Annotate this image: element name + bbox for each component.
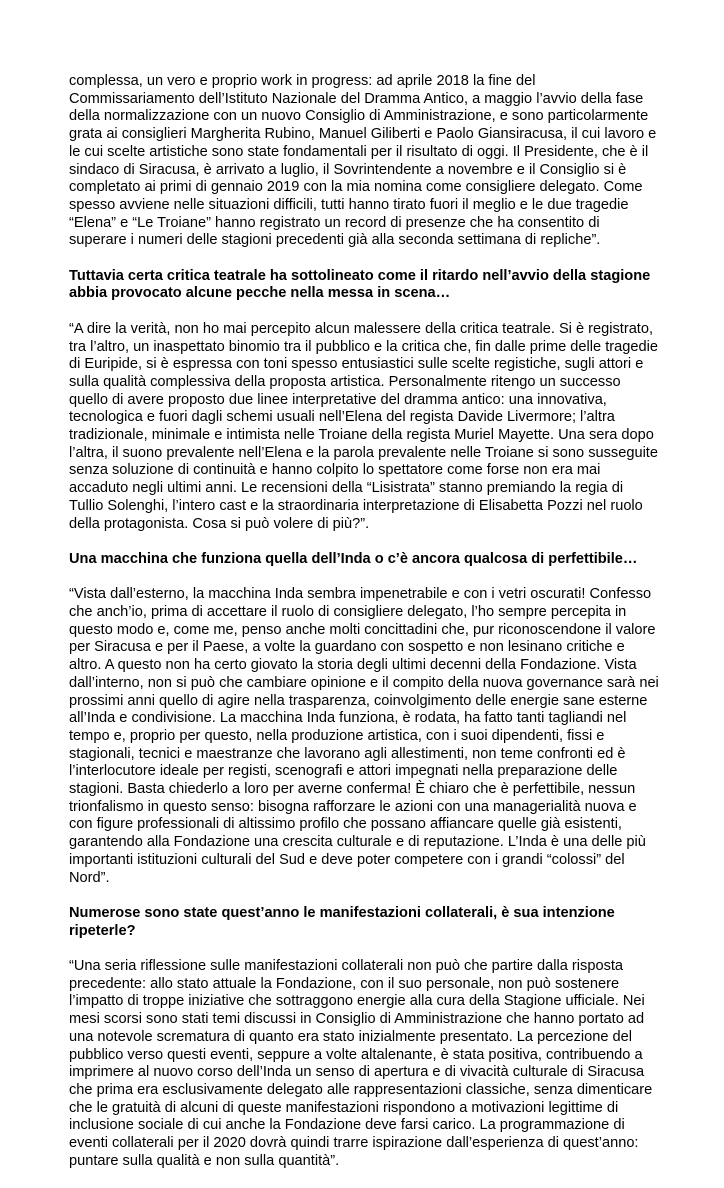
paragraph-intro: complessa, un vero e proprio work in progress: ad aprile 2018 la fine del Commissariamento dell’Istituto Nazionale del Dramma Antico, a maggio l’avvio della fase della normalizzazione con un nuovo Consiglio di Amministrazione, e sono particolarmente grata ai consiglieri Margherita Rubino, Manuel Giliberti e Paolo Giansiracusa, il cui lavoro e le cui scelte artistiche sono state fondamentali per il risultato di oggi. Il Presidente, che è il sindaco di Siracusa, è arrivato a luglio, il Sovrintendente a novembre e il Consiglio si è completato ai primi di gennaio 2019 con la mia nomina come consigliere delegato. Come spesso avviene nelle situazioni difficili, tutti hanno tirato fuori il meglio e le due tragedie “Elena” e “Le Troiane” hanno registrato un record di presenze che ha consentito di superare i numeri delle stagioni precedenti già alla seconda settimana di repliche”. xyxy=(69,73,657,249)
article-body xyxy=(69,73,659,1188)
paragraph-answer-manifestazioni: “Una seria riflessione sulle manifestazioni collaterali non può che partire dalla risposta precedente: allo stato attuale la Fondazione, con il suo personale, non può sostenere l’impatto di troppe iniziative che sottraggono energie alla cura della Stagione ufficiale. Nei mesi scorsi sono stati temi discussi in Consiglio di Amministrazione che hanno portato ad una notevole scrematura di quanto era stato inizialmente presentato. La percezione del pubblico verso questi eventi, seppure a volte altalenante, è stata positiva, contribuendo a imprimere al nuovo corso dell’Inda un senso di apertura e di vivacità culturale di Siracusa che prima era esclusivamente delegato alle rappresentazioni classiche, senza dimenticare che le gratuità di alcuni di queste manifestazioni rispondono a motivazioni legittime di inclusione sociale di cui anche la Fondazione deve farsi carico. La programmazione di eventi collaterali per il 2020 dovrà quindi trarre ispirazione dall’esperienza di quest’anno: puntare sulla qualità e non sulla quantità”. xyxy=(69,958,653,1169)
paragraph-answer-macchina: “Vista dall’esterno, la macchina Inda sembra impenetrabile e con i vetri oscurati! Confesso che anch’io, prima di accettare il ruolo di consigliere delegato, l’ho sempre percepita in questo modo e, come me, penso anche molti concittadini che, pur riconoscendone il valore per Siracusa e per il Paese, a volte la guardano con sospetto e non lesinano critiche e altro. A questo non ha certo giovato la storia degli ultimi decenni della Fondazione. Vista dall’interno, non si può che cambiare opinione e il compito della nuova governance sarà nei prossimi anni quello di agire nella trasparenza, coinvolgimento delle energie sane esterne all’Inda e condivisione. La macchina Inda funziona, è rodata, ha fatto tanti tagliandi nel tempo e, proprio per questo, nella produzione artistica, con i suoi dipendenti, fissi e stagionali, tecnici e maestranze che lavorano agli allestimenti, non teme confronti ed è l’interlocutore ideale per registi, scenografi e attori impegnati nella preparazione delle stagioni. Basta chiederlo a loro per averne conferma! È chiaro che è perfettibile, nessun trionfalismo in questo senso: bisogna rafforzare le azioni con una managerialità nuova e con figure professionali di altissimo profilo che possano affiancare quelle già esistenti, garantendo alla Fondazione una crescita culturale e di reputazione. L’Inda è una delle più importanti istituzioni culturali del Sud e deve poter competere con i grandi “colossi” del Nord”. xyxy=(69,586,659,886)
question-heading-manifestazioni: Numerose sono state quest’anno le manifestazioni collaterali, è sua intenzione ripeterle? xyxy=(69,904,615,939)
paragraph-answer-critica: “A dire la verità, non ho mai percepito alcun malessere della critica teatrale. Si è registrato, tra l’altro, un inaspettato binomio tra il pubblico e la critica che, fin dalle prime delle tragedie di Euripide, si è espressa con toni spesso entusiastici sulle scelte registiche, sugli attori e sulla qualità complessiva della proposta artistica. Personalmente ritengo un successo quello di avere proposto due linee interpretative del dramma antico: una innovativa, tecnologica e fuori dagli schemi usuali nell’Elena del regista Davide Livermore; l’altra tradizionale, minimale e intimista nelle Troiane della regista Muriel Mayette. Una sera dopo l’altra, il suono prevalente nell’Elena e la parola prevalente nelle Troiane si sono susseguite senza soluzione di continuità e hanno colpito lo spettatore come forse non era mai accaduto negli ultimi anni. Le recensioni della “Lisistrata” stanno premiando la regia di Tullio Solenghi, l’intero cast e la straordinaria interpretazione di Elisabetta Pozzi nel ruolo della protagonista. Cosa si può volere di più?”. xyxy=(69,320,658,532)
question-heading-macchina: Una macchina che funziona quella dell’Inda o c’è ancora qualcosa di perfettibile… xyxy=(69,550,638,567)
question-heading-critica: Tuttavia certa critica teatrale ha sottolineato come il ritardo nell’avvio della stagione abbia provocato alcune pecche nella messa in scena… xyxy=(69,267,651,302)
